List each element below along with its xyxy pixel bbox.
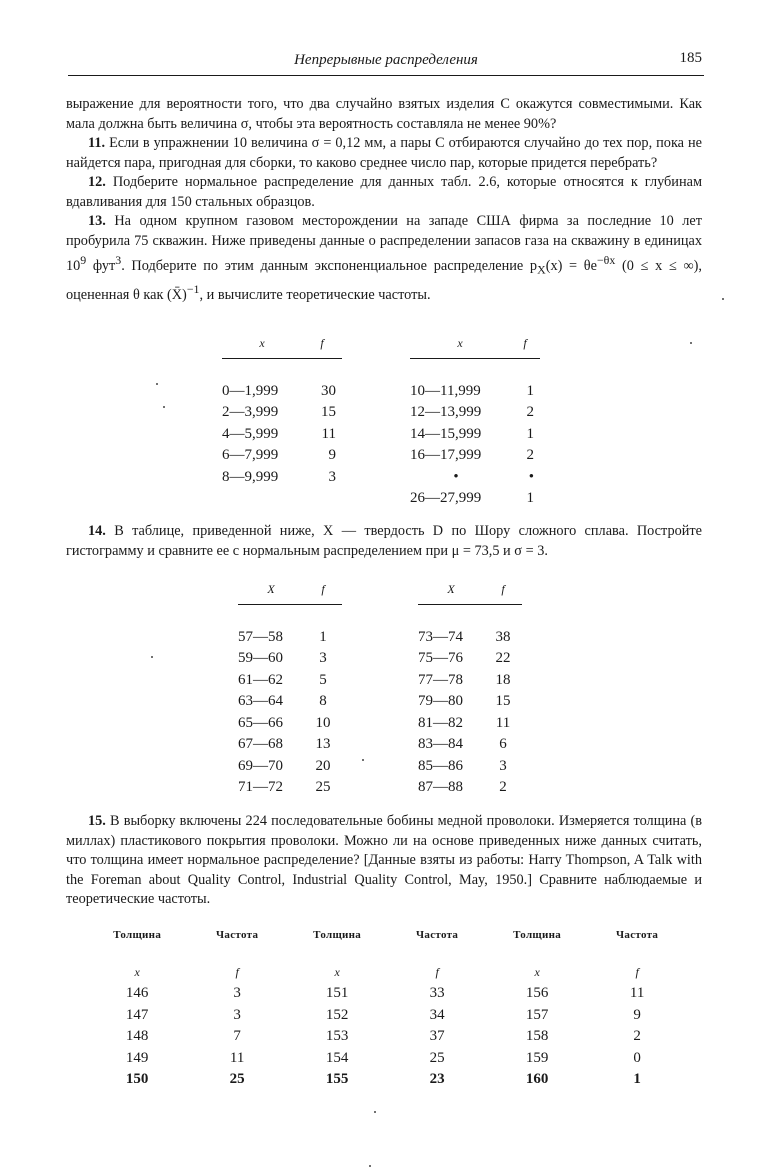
cell-x: 14—15,999 (410, 425, 482, 442)
data-table (222, 336, 342, 488)
cell-x: 79—80 (418, 693, 463, 710)
table-row (418, 756, 522, 778)
cell: 33 (429, 985, 445, 1002)
cell-x: 75—76 (418, 650, 463, 667)
exercise-15 (66, 812, 702, 910)
cell-f: 5 (319, 671, 327, 688)
text-block-3 (66, 812, 702, 910)
superscript: −θx (596, 253, 616, 267)
table-14-left (238, 582, 342, 799)
column-header-x: X (267, 582, 275, 596)
exercise-text: В выборку включены 224 последовательные бобины медной проволоки. Измеряется толщина (в миллах) пластикового покрытия проволоки. Можно ли на основе приведенных ниже данных считать, что толщина имеет нормальное распределение? [Данные взяты из работы: Harry Thompson, A Talk with the Foreman about Quality Control, Industrial Quality Control, May, 1950.] Сравните наблюдаемые и теоретические частоты. (66, 813, 702, 907)
table-row (410, 445, 540, 467)
exercise-number: 14. (88, 523, 106, 539)
page-number: 185 (679, 50, 702, 66)
scan-speck (163, 406, 165, 408)
table-row (84, 1069, 684, 1091)
cell-x: 73—74 (418, 628, 463, 645)
table-row (238, 670, 342, 692)
cell-x: 2—3,999 (222, 404, 279, 421)
column-header-f: f (523, 336, 527, 350)
cell-f: 13 (315, 736, 331, 753)
table-row (410, 424, 540, 446)
cell-f: 25 (315, 779, 331, 796)
table-row (410, 467, 540, 489)
cell-f: 18 (495, 671, 511, 688)
cell-f: 15 (495, 693, 511, 710)
cell-f: 3 (328, 468, 336, 485)
exercise-number: 11. (88, 135, 106, 151)
table-row (410, 488, 540, 510)
superscript: 9 (80, 253, 87, 267)
table-row (238, 713, 342, 735)
cell-f: 8 (319, 693, 327, 710)
cell-x: 71—72 (238, 779, 283, 796)
table-row (222, 424, 342, 446)
data-table (238, 582, 342, 799)
scan-speck (369, 1165, 371, 1167)
cell-f: 1 (526, 382, 534, 399)
table-row (84, 983, 684, 1005)
column-header-f: f (501, 582, 505, 596)
table-row (238, 691, 342, 713)
table-row (418, 648, 522, 670)
exercise-11 (66, 134, 702, 173)
exercise-text: , и вычислите теоретические частоты. (199, 286, 431, 303)
paragraph-continued: выражение для вероятности того, что два случайно взятых изделия C окажутся совместимыми. Как мала должна быть величина σ, чтобы эта вероятность составляла не менее 90%? (66, 96, 702, 132)
table-row (418, 777, 522, 799)
exercise-text: фут (86, 257, 116, 274)
exercise-text: (0 ≤ x ≤ ∞), оцененная θ как (X̄) (66, 257, 702, 303)
cell-x: 16—17,999 (410, 447, 482, 464)
subscript: X (537, 262, 546, 277)
cell: 160 (525, 1071, 549, 1088)
table-row (222, 445, 342, 467)
cell: 0 (633, 1049, 641, 1066)
table-row (410, 381, 540, 403)
cell: 11 (629, 985, 645, 1002)
cell: 156 (525, 985, 549, 1002)
cell-f: 9 (328, 447, 336, 464)
scan-speck (151, 656, 153, 658)
cell-f: 2 (526, 404, 534, 421)
cell-f: 2 (526, 447, 534, 464)
cell-x: 0—1,999 (222, 382, 279, 399)
symbol-f: f (435, 964, 439, 979)
superscript: 3 (115, 253, 122, 267)
cell-x: 57—58 (238, 628, 283, 645)
column-header-x: X (447, 582, 455, 596)
text-block-1 (66, 95, 702, 305)
cell-x: 61—62 (238, 671, 283, 688)
cell-x: 10—11,999 (410, 382, 481, 399)
cell: 11 (229, 1049, 245, 1066)
cell-x: 81—82 (418, 714, 463, 731)
cell-f: 1 (319, 628, 327, 645)
cell: 9 (633, 1006, 641, 1023)
scan-speck (156, 383, 158, 385)
cell: 148 (125, 1028, 149, 1045)
cell: 151 (325, 985, 349, 1002)
column-header-f: f (321, 582, 325, 596)
cell-x: 4—5,999 (222, 425, 279, 442)
cell-x: 59—60 (238, 650, 283, 667)
cell: 150 (125, 1071, 149, 1088)
ellipsis-dot: • (453, 468, 459, 485)
cell-f: 2 (499, 779, 507, 796)
table-row (418, 627, 522, 649)
column-header-x: x (457, 336, 463, 350)
symbol-f: f (235, 964, 239, 979)
cell: 37 (429, 1028, 445, 1045)
cell-x: 85—86 (418, 757, 463, 774)
symbol-f: f (635, 964, 639, 979)
scan-speck (374, 1111, 376, 1113)
exercise-14 (66, 522, 702, 561)
exercise-13 (66, 212, 702, 305)
table-row (410, 402, 540, 424)
ellipsis-dot: • (528, 468, 534, 485)
exercise-number: 15. (88, 813, 106, 829)
scan-speck (722, 298, 724, 300)
table-row (238, 627, 342, 649)
cell-x: 8—9,999 (222, 468, 279, 485)
scan-speck (690, 342, 692, 344)
cell-x: 77—78 (418, 671, 463, 688)
cell: 34 (429, 1006, 445, 1023)
exercise-number: 12. (88, 174, 106, 190)
cell-x: 26—27,999 (410, 490, 482, 507)
symbol-row (84, 961, 684, 983)
cell-x: 67—68 (238, 736, 283, 753)
table-row (418, 734, 522, 756)
exercise-12 (66, 173, 702, 212)
data-table (410, 336, 540, 510)
cell: 25 (429, 1049, 445, 1066)
cell: 7 (233, 1028, 241, 1045)
cell-x: 87—88 (418, 779, 463, 796)
running-title: Непрерывные распределения (294, 52, 478, 68)
text-block-2 (66, 522, 702, 561)
cell-f: 30 (321, 382, 336, 399)
table-header-row (84, 929, 684, 961)
column-header-thickness: Толщина (113, 929, 162, 941)
table-row (418, 713, 522, 735)
symbol-x: x (134, 964, 140, 979)
exercise-text: В таблице, приведенной ниже, X — твердость D по Шору сложного сплава. Постройте гистограмму и сравните ее с нормальным распределением при μ = 73,5 и σ = 3. (66, 523, 702, 559)
column-header-thickness: Толщина (513, 929, 562, 941)
cell-f: 38 (495, 628, 511, 645)
cell-x: 12—13,999 (410, 404, 482, 421)
cell: 155 (325, 1071, 349, 1088)
cell: 23 (429, 1071, 445, 1088)
table-row (84, 1048, 684, 1070)
table-row (84, 1026, 684, 1048)
scan-speck (362, 759, 364, 761)
cell-f: 1 (526, 425, 534, 442)
column-header-x: x (259, 336, 265, 350)
column-header-frequency: Частота (416, 929, 459, 941)
exercise-number: 13. (88, 213, 106, 229)
cell: 157 (525, 1006, 549, 1023)
cell: 152 (325, 1006, 349, 1023)
cell-f: 11 (495, 714, 511, 731)
column-header-frequency: Частота (216, 929, 259, 941)
cell: 3 (233, 1006, 241, 1023)
running-header (68, 49, 704, 76)
cell: 159 (525, 1049, 549, 1066)
table-row (238, 777, 342, 799)
cell: 147 (125, 1006, 149, 1023)
cell: 1 (633, 1071, 641, 1088)
cell-x: 63—64 (238, 693, 283, 710)
cell-f: 10 (315, 714, 331, 731)
superscript: −1 (186, 282, 200, 297)
symbol-x: x (534, 964, 540, 979)
cell: 153 (325, 1028, 349, 1045)
table-row (84, 1005, 684, 1027)
cell-f: 22 (495, 650, 511, 667)
cell-f: 11 (321, 425, 336, 442)
table-row (238, 756, 342, 778)
cell-f: 3 (319, 650, 327, 667)
cell-x: 83—84 (418, 736, 463, 753)
cell: 3 (233, 985, 241, 1002)
column-header-f: f (320, 336, 324, 350)
cell: 25 (229, 1071, 245, 1088)
table-row (222, 402, 342, 424)
cell-x: 69—70 (238, 757, 283, 774)
table-row (238, 734, 342, 756)
column-header-frequency: Частота (616, 929, 659, 941)
cell-f: 6 (499, 736, 507, 753)
table-13-right (410, 336, 540, 510)
table-row (418, 691, 522, 713)
exercise-text: Подберите нормальное распределение для данных табл. 2.6, которые относятся к глубинам вдавливания для 150 стальных образцов. (66, 174, 703, 210)
data-table (418, 582, 522, 799)
cell: 158 (525, 1028, 549, 1045)
column-header-thickness: Толщина (313, 929, 362, 941)
table-row (418, 670, 522, 692)
symbol-x: x (334, 964, 340, 979)
cell-f: 3 (499, 757, 507, 774)
cell: 154 (325, 1049, 349, 1066)
table-13-left (222, 336, 342, 488)
exercise-text: На одном крупном газовом месторождении на западе США фирма за последние 10 лет пробурила 75 скважин. Ниже приведены данные о распределении запасов газа на скважину в единицах 10 (66, 213, 702, 274)
table-row (222, 381, 342, 403)
cell: 146 (125, 985, 149, 1002)
exercise-text: Если в упражнении 10 величина σ = 0,12 мм, а пары C отбираются случайно до тех пор, пока не найдется пара, пригодная для сборки, то каково среднее число пар, которые придется перебрать? (66, 135, 702, 171)
exercise-text: (x) = θe (545, 257, 597, 274)
table-row (222, 467, 342, 489)
table-row (238, 648, 342, 670)
cell-f: 20 (315, 757, 331, 774)
cell-f: 1 (526, 490, 534, 507)
cell-x: 6—7,999 (222, 447, 279, 464)
cell-f: 15 (321, 404, 336, 421)
table-15 (84, 929, 684, 1091)
cell: 149 (125, 1049, 149, 1066)
cell-x: 65—66 (238, 714, 283, 731)
data-table (84, 929, 684, 1091)
cell: 2 (633, 1028, 641, 1045)
table-14-right (418, 582, 522, 799)
exercise-text: . Подберите по этим данным экспоненциальное распределение p (121, 257, 538, 274)
